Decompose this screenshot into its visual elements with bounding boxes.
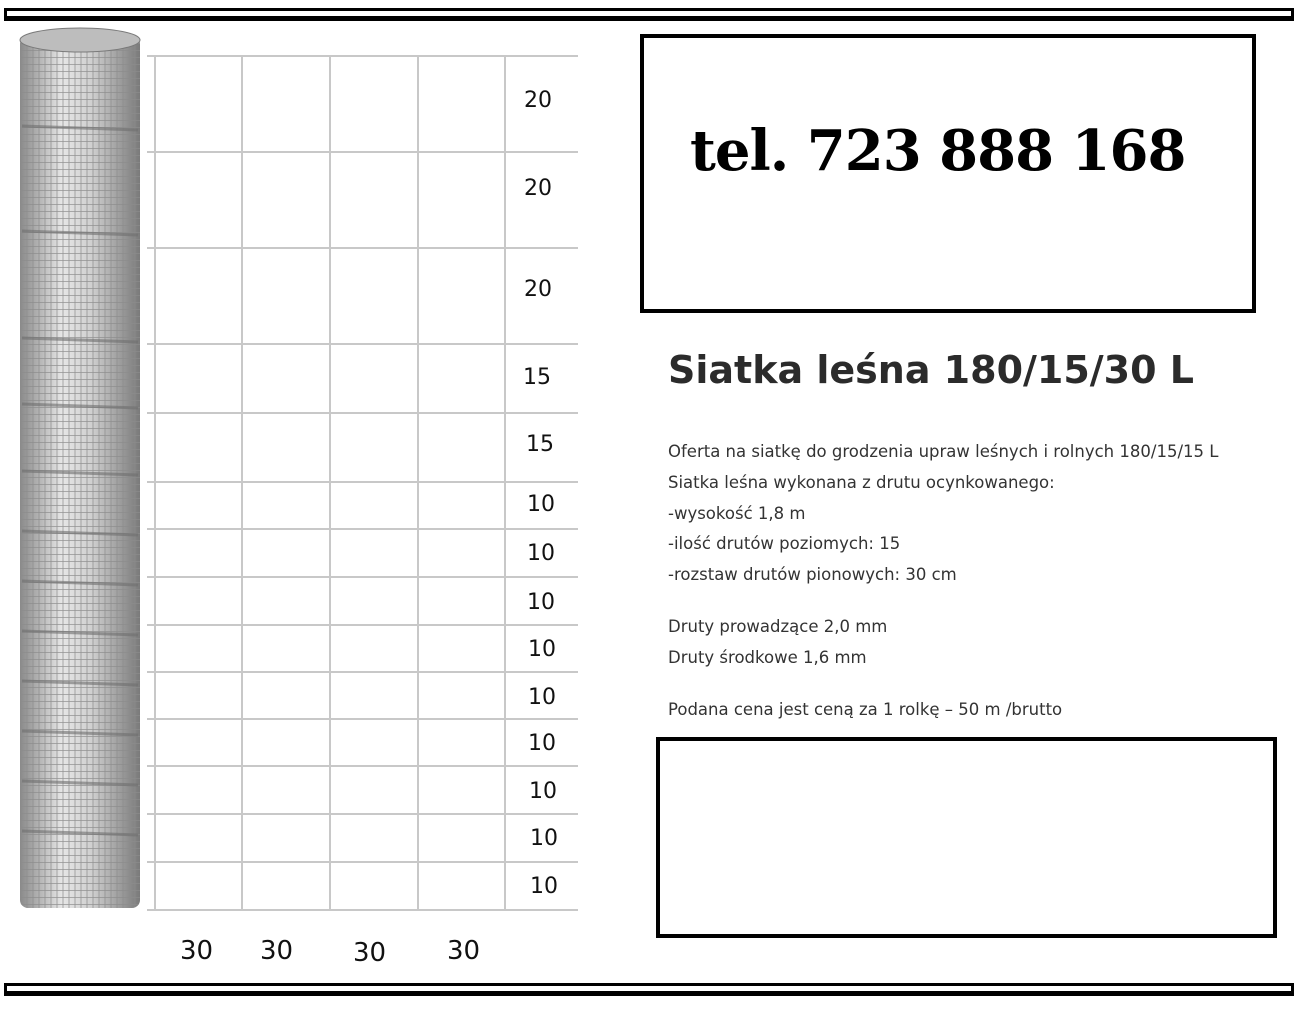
phone-number: tel. 723 888 168 <box>690 118 1186 184</box>
vertical-spacing-label: 10 <box>528 637 556 662</box>
vertical-spacing-label: 10 <box>527 541 555 566</box>
vertical-spacing-label: 10 <box>530 874 558 899</box>
vertical-spacing-label: 10 <box>530 826 558 851</box>
description-line: Podana cena jest ceną za 1 rolkę – 50 m /brutto <box>668 700 1063 719</box>
vertical-spacing-label: 20 <box>524 88 552 113</box>
vertical-spacing-label: 15 <box>523 365 551 390</box>
vertical-spacing-label: 20 <box>524 176 552 201</box>
description-line: Druty środkowe 1,6 mm <box>668 648 867 667</box>
vertical-spacing-label: 10 <box>527 492 555 517</box>
horizontal-spacing-label: 30 <box>353 938 387 968</box>
vertical-spacing-label: 15 <box>526 432 554 457</box>
mesh-grid-diagram <box>0 0 600 930</box>
vertical-spacing-label: 10 <box>527 590 555 615</box>
vertical-spacing-label: 10 <box>529 779 557 804</box>
vertical-spacing-label: 20 <box>524 277 552 302</box>
horizontal-spacing-label: 30 <box>260 936 294 966</box>
description-line: Siatka leśna wykonana z drutu ocynkowanego: <box>668 473 1055 492</box>
description-line: -ilość drutów poziomych: 15 <box>668 534 901 553</box>
empty-price-box <box>656 737 1277 938</box>
horizontal-spacing-label: 30 <box>180 936 214 966</box>
vertical-spacing-label: 10 <box>528 731 556 756</box>
description-line: -wysokość 1,8 m <box>668 504 806 523</box>
description-line: -rozstaw drutów pionowych: 30 cm <box>668 565 957 584</box>
product-title: Siatka leśna 180/15/30 L <box>668 348 1194 392</box>
description-line: Druty prowadzące 2,0 mm <box>668 617 888 636</box>
description-line: Oferta na siatkę do grodzenia upraw leśnych i rolnych 180/15/15 L <box>668 442 1219 461</box>
vertical-spacing-label: 10 <box>528 685 556 710</box>
horizontal-spacing-label: 30 <box>447 936 481 966</box>
bottom-double-rule <box>4 983 1294 996</box>
